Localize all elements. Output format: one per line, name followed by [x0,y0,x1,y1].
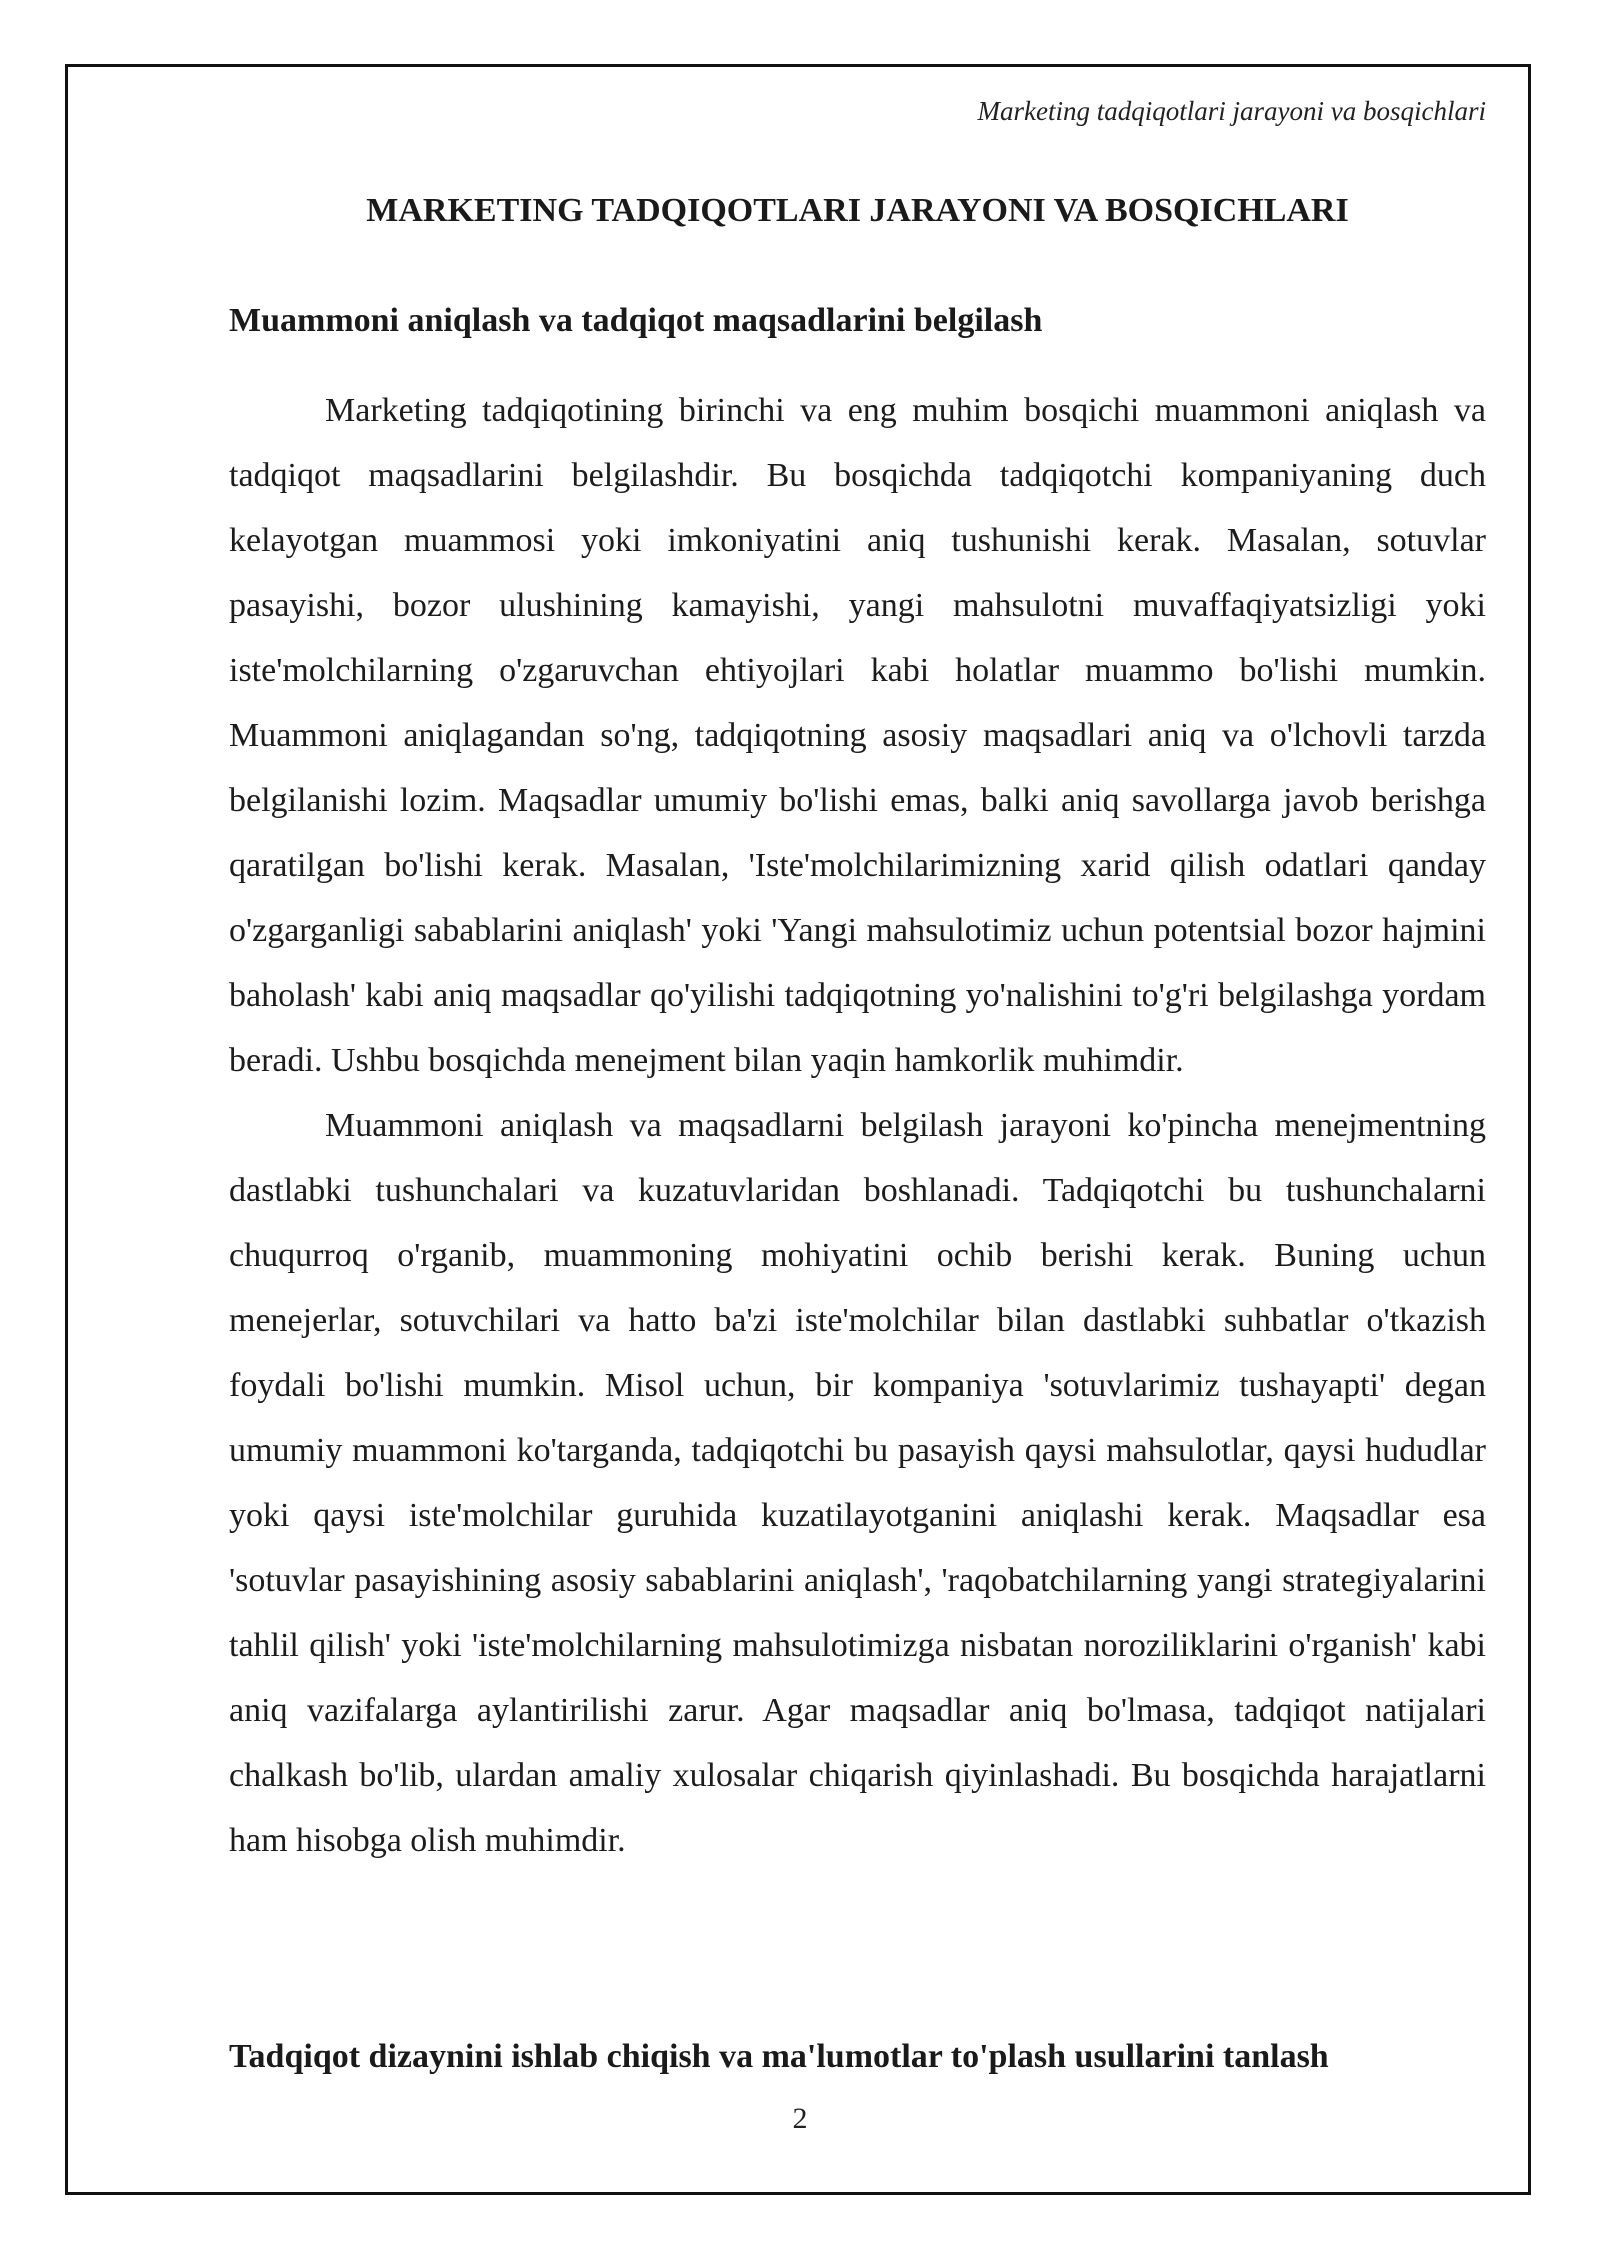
body-paragraph-2: Muammoni aniqlash va maqsadlarni belgilash jarayoni ko'pincha menejmentning dastlabki tushunchalari va kuzatuvlaridan boshlanadi. Tadqiqotchi bu tushunchalarni chuqurroq o'rganib, muammoning mohiyatini ochib berishi kerak. Buning uchun menejerlar, sotuvchilari va hatto ba'zi iste'molchilar bilan dastlabki suhbatlar o'tkazish foydali bo'lishi mumkin. Misol uchun, bir kompaniya 'sotuvlarimiz tushayapti' degan umumiy muammoni ko'targanda, tadqiqotchi bu pasayish qaysi mahsulotlar, qaysi hududlar yoki qaysi iste'molchilar guruhida kuzatilayotganini aniqlashi kerak. Maqsadlar esa 'sotuvlar pasayishining asosiy sabablarini aniqlash', 'raqobatchilarning yangi strategiyalarini tahlil qilish' yoki 'iste'molchilarning mahsulotimizga nisbatan noroziliklarini o'rganish' kabi aniq vazifalarga aylantirilishi zarur. Agar maqsadlar aniq bo'lmasa, tadqiqot natijalari chalkash bo'lib, ulardan amaliy xulosalar chiqarish qiyinlashadi. Bu bosqichda harajatlarni ham hisobga olish muhimdir. [229,1107,1486,1859]
document-title: MARKETING TADQIQOTLARI JARAYONI VA BOSQICHLARI [366,192,1349,229]
running-header: Marketing tadqiqotlari jarayoni va bosqichlari [977,96,1486,126]
section-body [229,378,1486,1873]
section-heading-problem-definition: Muammoni aniqlash va tadqiqot maqsadlarini belgilash [229,302,1043,339]
section-heading-research-design: Tadqiqot dizaynini ishlab chiqish va ma'lumotlar to'plash usullarini tanlash [229,2038,1329,2075]
page-number: 2 [792,2102,808,2135]
body-paragraph-1: Marketing tadqiqotining birinchi va eng muhim bosqichi muammoni aniqlash va tadqiqot maqsadlarini belgilashdir. Bu bosqichda tadqiqotchi kompaniyaning duch kelayotgan muammosi yoki imkoniyatini aniq tushunishi kerak. Masalan, sotuvlar pasayishi, bozor ulushining kamayishi, yangi mahsulotni muvaffaqiyatsizligi yoki iste'molchilarning o'zgaruvchan ehtiyojlari kabi holatlar muammo bo'lishi mumkin. Muammoni aniqlagandan so'ng, tadqiqotning asosiy maqsadlari aniq va o'lchovli tarzda belgilanishi lozim. Maqsadlar umumiy bo'lishi emas, balki aniq savollarga javob berishga qaratilgan bo'lishi kerak. Masalan, 'Iste'molchilarimizning xarid qilish odatlari qanday o'zgarganligi sabablarini aniqlash' yoki 'Yangi mahsulotimiz uchun potentsial bozor hajmini baholash' kabi aniq maqsadlar qo'yilishi tadqiqotning yo'nalishini to'g'ri belgilashga yordam beradi. Ushbu bosqichda menejment bilan yaqin hamkorlik muhimdir. [229,392,1486,1079]
